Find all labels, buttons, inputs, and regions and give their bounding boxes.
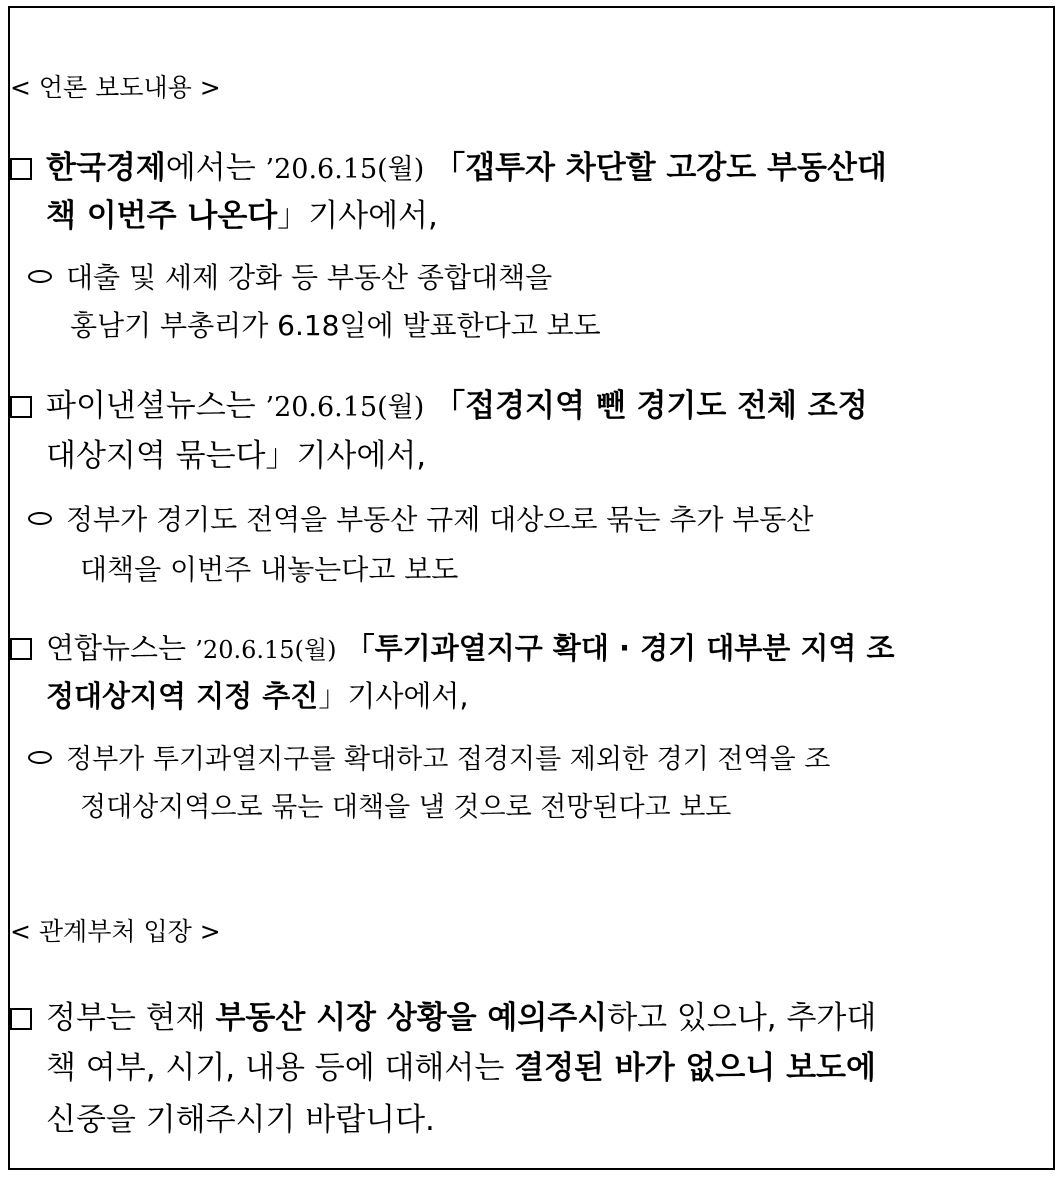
item1-outlet: 한국경제 xyxy=(46,150,166,186)
item2-headline-1: 「접경지역 뺀 경기도 전체 조정 xyxy=(434,388,868,424)
item2-headline-line xyxy=(10,386,1053,428)
item3-headline-line2 xyxy=(46,676,1053,716)
ministry-line2-a: 책 여부, 시기, 내용 등에 대해서는 xyxy=(46,1050,515,1086)
item3-outlet: 연합뉴스는 xyxy=(46,631,187,665)
item3-suffix: 」기사에서, xyxy=(318,679,469,713)
ministry-section-heading: < 관계부처 입장 > xyxy=(10,917,221,946)
item2-headline-line2 xyxy=(46,436,1053,476)
item1-mid: 에서는 xyxy=(165,150,256,186)
press-release-box xyxy=(8,6,1055,1170)
item2-detail-line1 xyxy=(28,500,1053,540)
press-section-heading: < 언론 보도내용 > xyxy=(10,73,221,102)
item2-detail-2: 대책을 이번주 내놓는다고 보도 xyxy=(80,553,459,586)
square-bullet-icon xyxy=(10,158,32,180)
square-bullet-icon xyxy=(10,638,32,660)
item1-headline-line2 xyxy=(46,196,1053,236)
ministry-line1-c: 하고 있으나, 추가대 xyxy=(607,1000,877,1036)
item1-suffix: 」기사에서, xyxy=(277,198,438,234)
circle-bullet-icon xyxy=(28,512,52,525)
ministry-line1-a: 정부는 현재 xyxy=(46,1000,216,1036)
item2-outlet: 파이낸셜뉴스는 xyxy=(46,388,256,424)
item1-headline-2: 책 이번주 나온다 xyxy=(46,198,278,234)
item3-detail-line1 xyxy=(28,740,1053,780)
item2-detail-1: 정부가 경기도 전역을 부동산 규제 대상으로 묶는 추가 부동산 xyxy=(66,503,814,536)
item3-date: ’20.6.15(월) xyxy=(195,636,337,664)
item1-detail-line1 xyxy=(28,258,1053,298)
item3-headline-line xyxy=(10,628,1053,670)
ministry-line3 xyxy=(46,1100,1053,1140)
ministry-line3-text: 신중을 기해주시기 바랍니다. xyxy=(46,1102,435,1138)
item2-headline-2: 대상지역 묶는다 xyxy=(46,438,266,474)
item2-suffix: 」기사에서, xyxy=(265,438,427,474)
circle-bullet-icon xyxy=(28,270,52,283)
item2-date: ’20.6.15(월) xyxy=(265,392,425,423)
item3-detail-2: 정대상지역으로 묶는 대책을 낼 것으로 전망된다고 보도 xyxy=(80,792,732,823)
square-bullet-icon xyxy=(10,396,32,418)
item3-detail-1: 정부가 투기과열지구를 확대하고 접경지를 제외한 경기 전역을 조 xyxy=(66,744,831,775)
ministry-line2 xyxy=(46,1048,1053,1088)
circle-bullet-icon xyxy=(28,751,52,764)
item3-headline-2: 정대상지역 지정 추진 xyxy=(46,679,319,713)
square-bullet-icon xyxy=(10,1008,32,1030)
ministry-line2-b: 결정된 바가 없으니 보도에 xyxy=(514,1050,876,1086)
item1-date: ’20.6.15(월) xyxy=(265,154,425,185)
ministry-line1 xyxy=(10,998,1053,1038)
item1-detail-1: 대출 및 세제 강화 등 부동산 종합대책을 xyxy=(66,261,553,294)
item1-detail-2: 홍남기 부총리가 6.18일에 발표한다고 보도 xyxy=(70,309,601,342)
item3-headline-1: 「투기과열지구 확대 · 경기 대부분 지역 조 xyxy=(345,631,895,665)
item1-headline-line xyxy=(10,148,1053,190)
ministry-line1-b: 부동산 시장 상황을 예의주시 xyxy=(215,1000,608,1036)
item1-headline-1: 「갭투자 차단할 고강도 부동산대 xyxy=(434,150,887,186)
